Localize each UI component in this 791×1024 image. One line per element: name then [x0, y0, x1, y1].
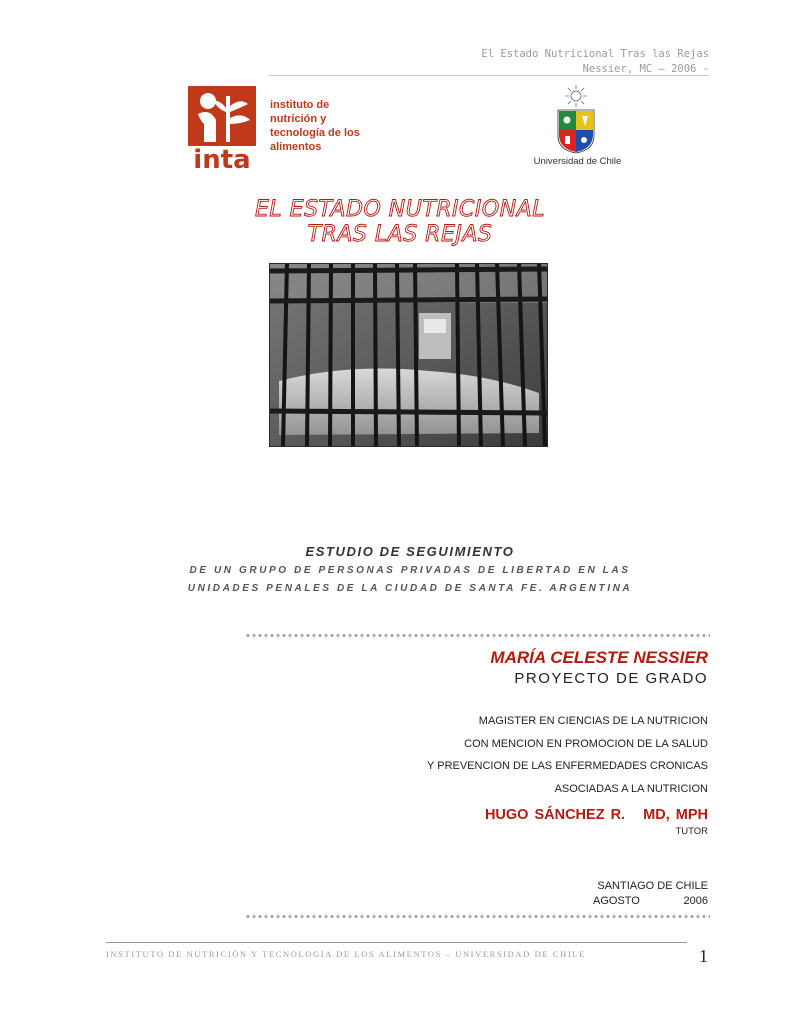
date-month: AGOSTO [593, 895, 640, 907]
tutor-name: HUGO SÁNCHEZ R. MD, MPH [484, 807, 708, 823]
place: SANTIAGO DE CHILE [597, 880, 708, 892]
degree-line: Y PREVENCION DE LAS ENFERMEDADES CRONICAS [427, 760, 708, 772]
document-title [200, 197, 600, 247]
inta-name-line: instituto de [270, 99, 330, 111]
footer-rule [106, 942, 687, 943]
running-header-title: El Estado Nutricional Tras las Rejas [481, 48, 709, 60]
dotted-divider [245, 633, 710, 638]
degree-line: MAGISTER EN CIENCIAS DE LA NUTRICION [478, 715, 708, 727]
study-subtitle-line: UNIDADES PENALES DE LA CIUDAD DE SANTA FE. ARGENTINA [187, 583, 633, 594]
degree-line: CON MENCION EN PROMOCION DE LA SALUD [464, 738, 708, 750]
running-header-author: Nessier, MC – 2006 - [582, 63, 709, 75]
footer-text: INSTITUTO DE NUTRICIÓN Y TECNOLOGÍA DE LOS ALIMENTOS – UNIVERSIDAD DE CHILE [106, 949, 586, 959]
study-subtitle-line: DE UN GRUPO DE PERSONAS PRIVADAS DE LIBERTAD EN LAS [189, 565, 631, 576]
page-number: 1 [699, 946, 708, 966]
title-line-1: EL ESTADO NUTRICIONAL [255, 197, 545, 222]
degree-line: ASOCIADAS A LA NUTRICION [554, 783, 708, 795]
author-name: MARÍA CELESTE NESSIER [490, 648, 708, 667]
study-title: ESTUDIO DE SEGUIMIENTO [305, 544, 515, 559]
header-rule [268, 75, 709, 76]
uchile-crest-icon [552, 84, 600, 154]
inta-name-line: nutrición y [270, 113, 327, 125]
title-line-2: TRAS LAS REJAS [307, 222, 493, 247]
running-header [481, 47, 709, 77]
study-subtitle [150, 562, 670, 598]
dotted-divider [245, 914, 710, 919]
tutor-label: TUTOR [675, 826, 708, 837]
inta-logo-icon [186, 86, 258, 170]
prison-cell-photo [269, 263, 548, 447]
date-year: 2006 [683, 895, 708, 907]
inta-logo-text: inta [193, 145, 251, 170]
uchile-label: Universidad de Chile [533, 156, 622, 167]
inta-name-line: tecnología de los [270, 127, 360, 139]
project-label: PROYECTO DE GRADO [514, 670, 708, 687]
inta-name-line: alimentos [270, 141, 322, 153]
inta-name [270, 98, 380, 154]
